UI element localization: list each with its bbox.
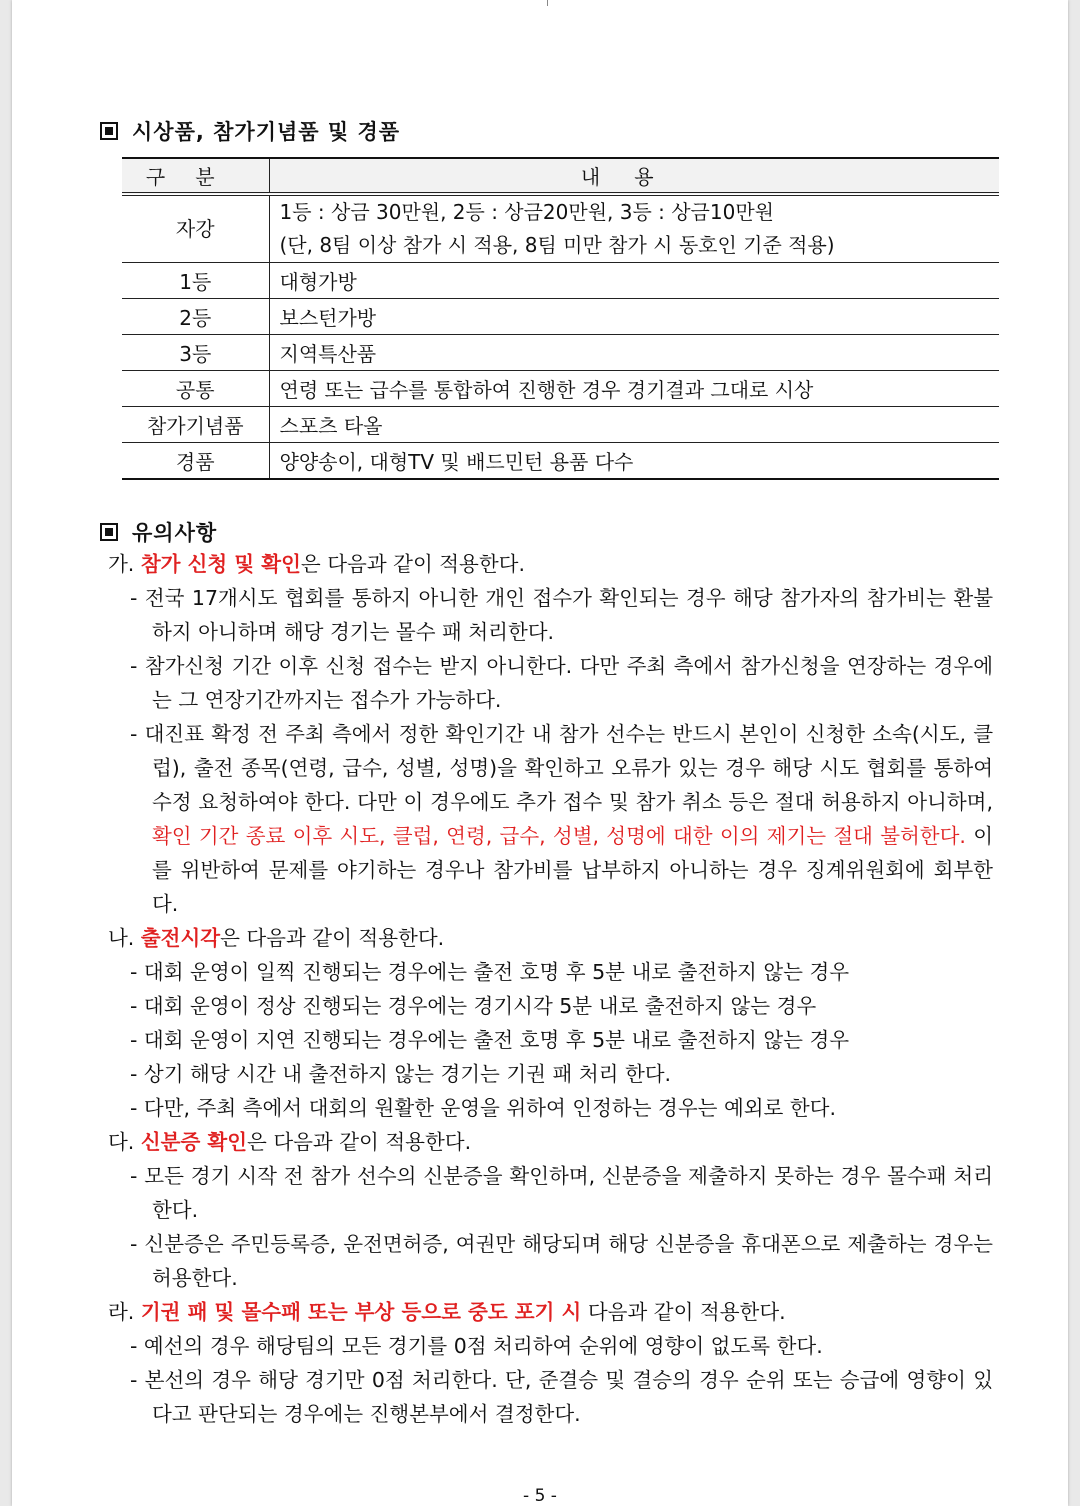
clause-da: 다. 신분증 확인은 다음과 같이 적용한다. bbox=[108, 1130, 472, 1154]
header-category: 구분 bbox=[122, 158, 269, 194]
section-title-prizes: 시상품, 참가기념품 및 경품 bbox=[100, 116, 400, 146]
prize-table bbox=[122, 157, 999, 480]
list-item: - 대회 운영이 일찍 진행되는 경우에는 출전 호명 후 5분 내로 출전하지 않는 경우 bbox=[130, 960, 850, 984]
table-row bbox=[122, 443, 999, 480]
table-row bbox=[122, 299, 999, 335]
list-item: - 전국 17개시도 협회를 통하지 아니한 개인 접수가 확인되는 경우 해당 참가자의 참가비는 환불하지 아니하며 해당 경기는 몰수 패 처리한다. bbox=[130, 586, 993, 644]
notes-body bbox=[108, 547, 993, 1431]
row-category: 1등 bbox=[122, 263, 269, 299]
header-content: 내용 bbox=[269, 158, 999, 194]
list-item: - 상기 해당 시간 내 출전하지 않는 경기는 기권 패 처리 한다. bbox=[130, 1062, 672, 1086]
row-content: 연령 또는 급수를 통합하여 진행한 경우 경기결과 그대로 시상 bbox=[269, 371, 999, 407]
square-bullet-icon bbox=[100, 122, 118, 140]
table-row bbox=[122, 194, 999, 263]
list-item: - 대진표 확정 전 주최 측에서 정한 확인기간 내 참가 선수는 반드시 본인이 신청한 소속(시도, 클럽), 출전 종목(연령, 급수, 성별, 성명)을 확인하고 오류가 있는 경우 해당 시도 협회를 통하여 수정 요청하여야 한다. 다만 이 경우에도 추가 접수 및 참가 취소 등은 절대 허용하지 아니하며, 확인 기간 종료 이후 시도, 클럽, 연령, 급수, 성별, 성명에 대한 이의 제기는 절대 불허한다. 이를 위반하여 문제를 야기하는 경우나 참가비를 납부하지 아니하는 경우 징계위원회에 회부한다. bbox=[130, 722, 993, 916]
row-content: 지역특산품 bbox=[269, 335, 999, 371]
table-row bbox=[122, 371, 999, 407]
section-title-notes: 유의사항 bbox=[100, 517, 217, 547]
clause-ra: 라. 기권 패 및 몰수패 또는 부상 등으로 중도 포기 시 다음과 같이 적용한다. bbox=[108, 1300, 786, 1324]
row-content: 1등 : 상금 30만원, 2등 : 상금20만원, 3등 : 상금10만원 (단, 8팀 이상 참가 시 적용, 8팀 미만 참가 시 동호인 기준 적용) bbox=[269, 194, 999, 263]
row-category: 자강 bbox=[122, 194, 269, 263]
row-content: 스포츠 타올 bbox=[269, 407, 999, 443]
list-item: - 대회 운영이 정상 진행되는 경우에는 경기시각 5분 내로 출전하지 않는 경우 bbox=[130, 994, 817, 1018]
list-item: - 본선의 경우 해당 경기만 0점 처리한다. 단, 준결승 및 결승의 경우 순위 또는 승급에 영향이 있다고 판단되는 경우에는 진행본부에서 결정한다. bbox=[130, 1368, 993, 1426]
square-bullet-icon bbox=[100, 523, 118, 541]
row-category: 3등 bbox=[122, 335, 269, 371]
row-category: 경품 bbox=[122, 443, 269, 480]
row-category: 참가기념품 bbox=[122, 407, 269, 443]
list-item: - 참가신청 기간 이후 신청 접수는 받지 아니한다. 다만 주최 측에서 참가신청을 연장하는 경우에는 그 연장기간까지는 접수가 가능하다. bbox=[130, 654, 993, 712]
list-item: - 다만, 주최 측에서 대회의 원활한 운영을 위하여 인정하는 경우는 예외로 한다. bbox=[130, 1096, 837, 1120]
document-page bbox=[12, 0, 1068, 1506]
row-category: 공통 bbox=[122, 371, 269, 407]
table-header-row bbox=[122, 158, 999, 194]
list-item: - 예선의 경우 해당팀의 모든 경기를 0점 처리하여 순위에 영향이 없도록 한다. bbox=[130, 1334, 823, 1358]
row-category: 2등 bbox=[122, 299, 269, 335]
table-row bbox=[122, 263, 999, 299]
list-item: - 대회 운영이 지연 진행되는 경우에는 출전 호명 후 5분 내로 출전하지 않는 경우 bbox=[130, 1028, 850, 1052]
row-content: 보스턴가방 bbox=[269, 299, 999, 335]
row-content: 양양송이, 대형TV 및 배드민턴 용품 다수 bbox=[269, 443, 999, 480]
table-row bbox=[122, 335, 999, 371]
list-item: - 모든 경기 시작 전 참가 선수의 신분증을 확인하며, 신분증을 제출하지 못하는 경우 몰수패 처리한다. bbox=[130, 1164, 993, 1222]
table-row bbox=[122, 407, 999, 443]
clause-ga: 가. 참가 신청 및 확인은 다음과 같이 적용한다. bbox=[108, 552, 525, 576]
page-number: - 5 - bbox=[523, 1486, 557, 1506]
page-top-mark bbox=[547, 0, 548, 6]
clause-na: 나. 출전시각은 다음과 같이 적용한다. bbox=[108, 926, 445, 950]
row-content: 대형가방 bbox=[269, 263, 999, 299]
list-item: - 신분증은 주민등록증, 운전면허증, 여권만 해당되며 해당 신분증을 휴대폰으로 제출하는 경우는 허용한다. bbox=[130, 1232, 993, 1290]
